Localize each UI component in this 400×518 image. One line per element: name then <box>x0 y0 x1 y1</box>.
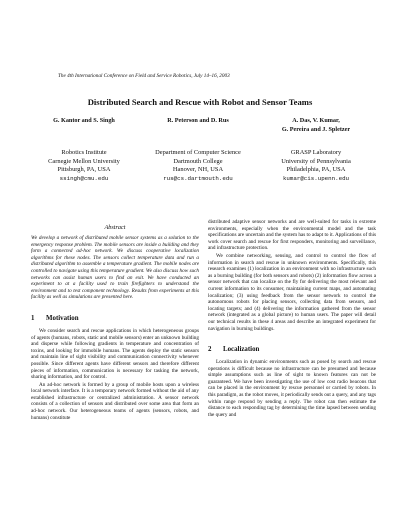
body-paragraph: We consider search and rescue applications in which heterogeneous groups of agents (humans, robots, static and mobile sensors) enter an unknown building and disperse while following gradients in temperature and concentration of toxins, and looking for immobile humans. The agents deploy the static sensors and maintain line of sight visibility and communication connectivity whenever possible. Since different agents have different sensors and therefore different pieces of information, communication is necessary for tasking the network, sharing information, and for control. <box>31 327 199 381</box>
author-name: A. Das, V. Kumar, <box>292 117 340 124</box>
affiliation-cmu <box>24 149 144 183</box>
author-email: kumar@cis.upenn.edu <box>282 174 350 182</box>
body-paragraph: We combine networking, sensing, and control to control the flow of information in search and rescue in unknown environments. Specifically, this research examines (1) localization in an environment with no infrastructure such as a burning building (for both sensors and robots) (2) information flow across a sensor network that can localize on the fly for delivering the most relevant and current information to its consumer, maintaining current maps, and automating localization; (3) using feedback from the sensor network to control the autonomous robots for placing sensors, collecting data from sensors, and locating targets; and (4) delivering the information gathered from the sensor network (integrated as a global picture) to human users. The paper will detail our technical results in these 4 areas and describe an integrated experiment for navigation in burning buildings. <box>208 252 376 332</box>
right-column <box>208 219 376 418</box>
conference-header: The 4th International Conference on Field and Service Robotics, July 14–16, 2003 <box>58 73 230 79</box>
affiliation-line: Hanover, NH, USA <box>172 166 224 174</box>
author-email: rus@cs.dartmouth.edu <box>163 174 233 182</box>
affiliation-line: University of Pennsylvania <box>281 157 351 165</box>
section-number: 1 <box>31 314 35 322</box>
author-email: ssingh@cmu.edu <box>59 174 109 182</box>
affiliation-line: Dartmouth College <box>173 157 223 165</box>
abstract-heading: Abstract <box>104 224 126 231</box>
affiliation-line: Pittsburgh, PA, USA <box>57 166 111 174</box>
body-paragraph: distributed adaptive sensor networks and are well-suited for tasks in extreme environments, especially when the environmental model and the task specifications are uncertain and the system has to adapt to it. Applications of this work cover search and rescue for first responders, monitoring and surveillance, and infrastructure protection. <box>208 219 376 252</box>
body-paragraph: Localization in dynamic environments such as posed by search and rescue operations is difficult because no infrastructure can be presumed and because simple assumptions such as line of sight to known features can not be guaranteed. We have been investigating the use of low cost radio beacons that can be placed in the environment by rescue personnel or carried by robots. In this paradigm, as the robot moves, it periodically sends out a query, and any tags within range respond by sending a reply. The robot can then estimate the distance to each responding tag by determining the time lapsed between sending the query and <box>208 359 376 418</box>
author-names-penn <box>256 116 376 134</box>
section-number: 2 <box>208 346 212 354</box>
section-title: Localization <box>223 346 260 354</box>
author-names-dartmouth <box>138 116 258 125</box>
author-name: G. Kantor and S. Singh <box>53 117 115 124</box>
section-heading-localization <box>208 346 376 353</box>
affiliation-line: Robotics Institute <box>61 149 107 156</box>
affiliation-line: Department of Computer Science <box>155 149 241 156</box>
affiliation-line: Philadelphia, PA, USA <box>286 166 346 174</box>
author-name: G. Pereira and J. Spletzer <box>281 126 351 133</box>
abstract-text: We develop a network of distributed mobile sensor systems as a solution to the emergency response problem. The mobile sensors are inside a building and they form a connected ad-hoc network. We discuss cooperative localization algorithms for these nodes. The sensors collect temperature data and run a distributed algorithm to assemble a temperature gradient. The mobile nodes are controlled to navigate using this temperature gradient. We also discuss how such networks can assist human users to find an exit. We have conducted an experiment to at a facility used to train firefighters to understand the environment and to test component technology. Results from experiments at this facility as well as simulations are presented here. <box>31 235 200 301</box>
author-names-cmu <box>24 116 144 125</box>
left-column <box>31 224 199 421</box>
section-heading-motivation <box>31 315 199 322</box>
section-title: Motivation <box>46 314 79 322</box>
affiliation-line: GRASP Laboratory <box>290 149 342 156</box>
affiliation-dartmouth <box>138 149 258 183</box>
author-name: R. Peterson and D. Rus <box>167 117 229 124</box>
affiliation-line: Carnegie Mellon University <box>48 157 120 165</box>
body-paragraph: An ad-hoc network is formed by a group of mobile hosts upon a wireless local network interface. It is a temporary network formed without the aid of any established infrastructure or centralized administration. A sensor network consists of a collection of sensors and distributed over some area that form an ad-hoc network. Our heterogeneous teams of agents (sensors, robots, and humans) constitute <box>31 381 199 421</box>
affiliation-penn <box>256 149 376 183</box>
paper-title: Distributed Search and Rescue with Robot and Sensor Teams <box>87 97 313 107</box>
